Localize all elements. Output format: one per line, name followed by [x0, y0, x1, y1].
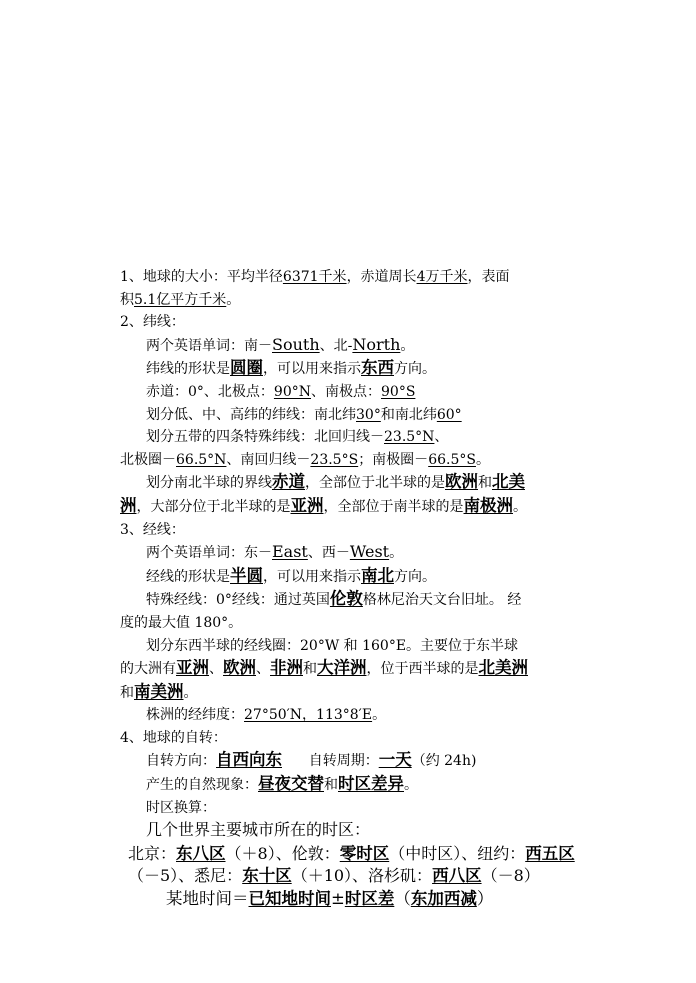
- latitude-values: [120, 381, 580, 404]
- text: 、: [434, 429, 449, 446]
- text: 和: [120, 684, 134, 701]
- answer: 昼夜交替: [258, 774, 324, 794]
- earth-size-line-2: [120, 289, 580, 312]
- answer: 东八区: [176, 843, 226, 863]
- heading: 2、纬线：: [120, 314, 185, 331]
- text: 划分东西半球的经线圈：20°W 和 160°E。主要位于东半球: [146, 637, 519, 654]
- mean-radius-value: 6371千米: [282, 269, 347, 285]
- text: 时区换算：: [146, 799, 216, 816]
- text: 和: [324, 777, 338, 794]
- section-heading-rotation: [120, 727, 580, 750]
- answer: 时区差异: [338, 774, 404, 794]
- text: ，大部分位于北半球的是: [136, 498, 291, 515]
- text: ，全部位于北半球的是: [305, 475, 445, 492]
- answer: 东十区: [242, 866, 292, 886]
- text: （＋8）、伦敦：: [225, 843, 340, 863]
- text: 方向。: [394, 568, 436, 585]
- text: 北京：: [128, 843, 177, 863]
- text: ，表面: [467, 269, 510, 285]
- answer: 北美洲: [478, 658, 528, 678]
- text: （＋10）、洛杉矶：: [291, 866, 433, 886]
- text: 某地时间＝: [166, 889, 249, 909]
- answer: 27°50′N，113°8′E: [244, 707, 373, 724]
- answer: 亚洲: [176, 658, 209, 678]
- text: 赤道：0°、北极点：: [146, 383, 274, 400]
- time-zone-conversion-heading: [120, 797, 580, 820]
- text: （中时区）、纽约：: [389, 843, 526, 863]
- east-west-line-2: [120, 657, 580, 681]
- text: 和: [478, 475, 492, 492]
- text: ，位于西半球的是: [366, 661, 479, 678]
- text: ，可以用来指示: [263, 361, 361, 378]
- equator-length-value: 4万千米: [416, 269, 468, 285]
- text: 。: [404, 777, 418, 794]
- section-heading-longitude: [120, 519, 580, 542]
- text: 积: [120, 291, 134, 308]
- text: 、北-: [319, 337, 353, 354]
- text: 。: [183, 684, 198, 701]
- answer: 西八区: [432, 866, 482, 886]
- text: 北极圈－: [120, 451, 176, 468]
- text: 、南极点：: [311, 383, 381, 400]
- text: 和: [303, 661, 317, 678]
- text: 两个英语单词：东－: [146, 545, 272, 562]
- latitude-english-words: [120, 334, 580, 358]
- answer: 欧洲: [445, 472, 478, 492]
- rotation-direction-period: [120, 749, 580, 773]
- text: 产生的自然现象：: [146, 777, 258, 794]
- answer: 南美洲: [134, 681, 184, 701]
- text: 划分五带的四条特殊纬线：北回归线－: [146, 429, 384, 446]
- text: （约 24h): [411, 753, 477, 770]
- answer: 66.5°N: [176, 451, 227, 468]
- answer: 非洲: [270, 658, 303, 678]
- text: （: [394, 889, 411, 909]
- answer: 圆圈: [230, 358, 263, 378]
- answer: 半圆: [230, 565, 263, 585]
- earth-size-line-1: [120, 266, 580, 289]
- text: 、南回归线－: [226, 451, 311, 468]
- text: 格林尼治天文台旧址。 经: [362, 592, 522, 609]
- west-word: West: [349, 542, 390, 562]
- zhuzhou-coordinates: [120, 704, 580, 727]
- answer: 90°S: [381, 383, 416, 400]
- text: 。: [226, 291, 241, 308]
- text: 特殊经线：0°经线：通过英国: [146, 592, 330, 609]
- text: 经线的形状是: [146, 568, 230, 585]
- hemisphere-line-1: [120, 471, 580, 495]
- document-body: [120, 266, 580, 911]
- city-time-zones-1: [128, 843, 580, 866]
- answer: 亚洲: [290, 495, 324, 515]
- text: 、: [256, 661, 270, 678]
- answer: 欧洲: [223, 658, 256, 678]
- text: 、: [209, 661, 223, 678]
- text: 划分低、中、高纬的纬线：南北纬: [146, 406, 356, 423]
- answer: 洲: [120, 495, 137, 515]
- text: 。: [389, 545, 404, 562]
- text: 自转周期：: [282, 753, 379, 770]
- answer: 60°: [436, 406, 462, 423]
- text: ，赤道周长: [346, 269, 417, 285]
- answer: 大洋洲: [317, 658, 367, 678]
- answer: 伦敦: [329, 589, 363, 609]
- east-west-line-1: [120, 635, 580, 658]
- answer: 东西: [361, 358, 394, 378]
- answer: 赤道: [272, 472, 305, 492]
- answer: 30°: [356, 406, 381, 423]
- answer: 南北: [361, 565, 394, 585]
- latitude-zones: [120, 404, 580, 427]
- east-word: East: [272, 542, 308, 562]
- heading: 4、地球的自转：: [120, 729, 227, 746]
- special-latitudes-1: [120, 426, 580, 449]
- text: 株洲的经纬度：: [146, 707, 244, 724]
- answer: 南极洲: [463, 495, 513, 515]
- time-formula: [120, 888, 580, 911]
- text: （－5）、悉尼：: [128, 866, 243, 886]
- text: 两个英语单词：南－: [146, 337, 272, 354]
- longitude-english-words: [120, 541, 580, 565]
- answer: 自西向东: [216, 750, 282, 770]
- text: 。: [372, 707, 387, 724]
- answer: 零时区: [339, 843, 390, 863]
- answer: 已知地时间: [248, 889, 331, 909]
- text: ，全部位于南半球的是: [323, 498, 464, 515]
- text: ，可以用来指示: [263, 568, 361, 585]
- latitude-shape: [120, 357, 580, 381]
- text: 的大洲有: [120, 661, 176, 678]
- answer: 66.5°S: [428, 451, 476, 468]
- south-word: South: [272, 334, 320, 354]
- rotation-phenomena: [120, 773, 580, 797]
- hemisphere-line-2: [120, 495, 580, 519]
- east-west-line-3: [120, 681, 580, 705]
- text: 纬线的形状是: [146, 361, 230, 378]
- text: 度的最大值 180°。: [120, 614, 243, 631]
- answer: 23.5°N: [384, 429, 435, 446]
- text: （－8）: [481, 866, 540, 886]
- answer: 东加西减: [410, 889, 477, 909]
- text: 。: [475, 451, 490, 468]
- answer: 北美: [492, 472, 525, 492]
- major-cities-heading: [120, 819, 580, 843]
- answer: 西五区: [525, 843, 575, 863]
- text: 自转方向：: [146, 753, 216, 770]
- text: 几个世界主要城市所在的时区：: [146, 820, 371, 840]
- text: ）: [476, 889, 494, 909]
- text: 方向。: [394, 361, 436, 378]
- answer: 23.5°S: [310, 451, 359, 468]
- text: 。: [513, 498, 527, 515]
- city-time-zones-2: [128, 865, 580, 888]
- text: 。: [400, 337, 415, 354]
- section-heading-latitude: [120, 311, 580, 334]
- special-longitude-2: [120, 612, 580, 635]
- answer: 90°N: [273, 383, 311, 400]
- longitude-shape: [120, 565, 580, 589]
- north-word: North: [352, 334, 401, 354]
- text: 和南北纬: [380, 406, 437, 423]
- text: 1、地球的大小：平均半径: [120, 269, 283, 285]
- text: 划分南北半球的界线: [146, 475, 272, 492]
- special-longitude-1: [120, 588, 580, 612]
- text: ；南极圈－: [358, 451, 429, 468]
- answer: 时区差: [344, 889, 395, 909]
- answer: 一天: [378, 750, 412, 770]
- special-latitudes-2: [120, 449, 580, 472]
- text: ±: [331, 889, 345, 909]
- heading: 3、经线：: [120, 521, 185, 538]
- surface-area-value: 5.1亿平方千米: [134, 291, 227, 308]
- text: 、西－: [307, 545, 350, 562]
